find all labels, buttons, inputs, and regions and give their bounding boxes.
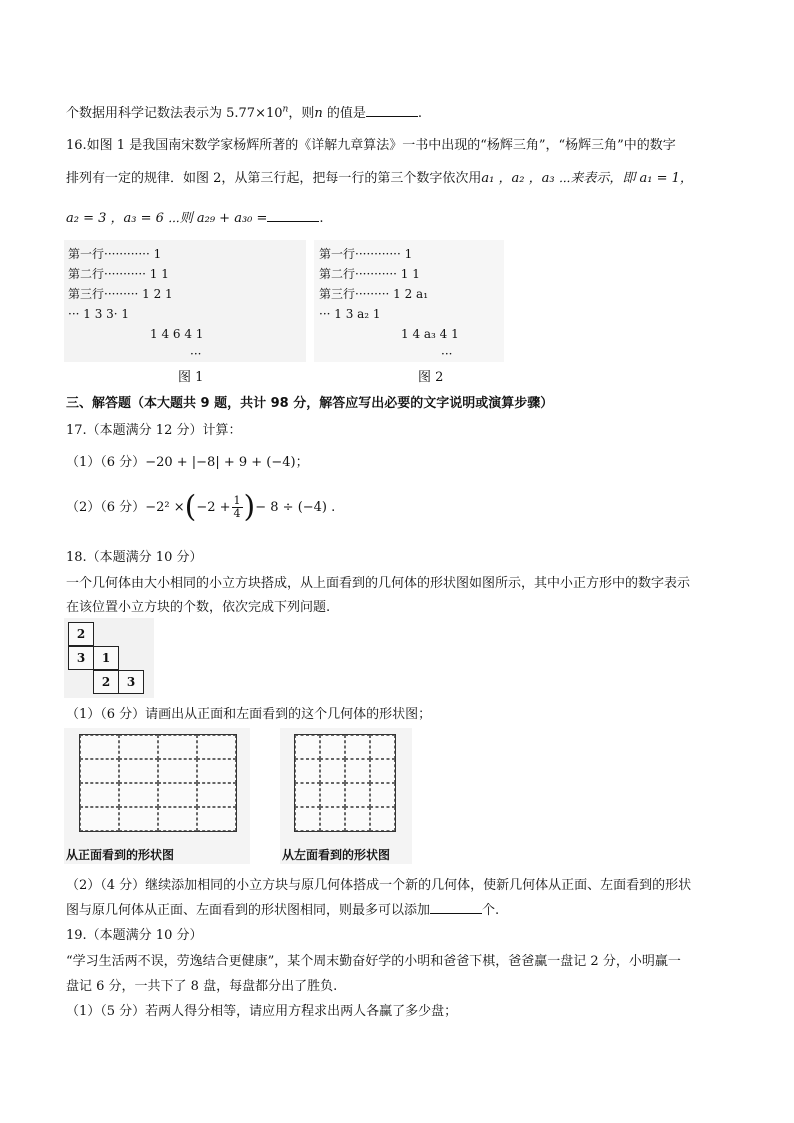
left-view-caption: 从左面看到的形状图 [282,848,391,862]
fraction-denominator: 4 [233,507,241,520]
q15-end: . [417,106,422,121]
figure-2-caption: 图 2 [418,370,444,385]
q15-mid: ，则 [288,106,315,121]
q15-var: n [314,106,323,121]
fraction-numerator: 1 [233,494,241,507]
q18-title: 18.（本题满分 10 分） [66,550,203,565]
fraction-one-quarter [232,495,243,520]
q18-part2-line2 [66,899,499,918]
q18-p2-end: 个. [482,903,500,918]
q16-line1: 16.如图 1 是我国南宋数学家杨辉所著的《详解九章算法》一书中出现的“杨辉三角”，“杨辉三角”中的数字 [66,138,676,153]
q18-part1: （1）（6 分）请画出从正面和左面看到的这个几何体的形状图； [66,707,432,722]
q17-p2-prefix: −2² × [145,500,185,515]
fig1-row-1: 第一行············ 1 [68,247,162,261]
q17-p1-expression: −20 + |−8| + 9 + (−4)； [145,455,309,470]
fig2-row-4: ··· 1 3 a₂ 1 [319,307,381,321]
q16-line3-end: . [319,211,324,226]
q18-part2-line1: （2）（4 分）继续添加相同的小立方块与原几何体搭成一个新的几何体，使新几何体从正面、左面看到的形状 [66,878,692,893]
fig2-row-5: 1 4 a₃ 4 1 [401,327,459,341]
figure-1-caption: 图 1 [178,370,204,385]
front-view-caption: 从正面看到的形状图 [66,848,175,862]
q18-line2: 在该位置小立方块的个数，依次完成下列问题. [66,600,331,615]
q18-answer-blank[interactable] [430,901,482,914]
q16-line3-text: a₂ = 3 ，a₃ = 6 ⋯则 a₂₉ + a₃₀ = [66,211,268,226]
fig2-row-6: ··· [441,347,453,361]
q17-p1-label: （1）（6 分） [66,455,146,470]
q19-title: 19.（本题满分 10 分） [66,928,203,943]
q17-p2-label: （2）（6 分） [66,500,146,515]
q15-post: 的值是 [322,106,366,121]
q16-line2-vars: a₁ ，a₂ ，a₃ ⋯来表示，即 a₁ = 1， [481,171,693,186]
section-3-heading: 三、解答题（本大题共 9 题，共计 98 分，解答应写出必要的文字说明或演算步骤） [66,396,554,411]
fig1-row-4: ··· 1 3 3· 1 [68,307,130,321]
q16-line2 [66,167,693,186]
q16-answer-blank[interactable] [267,209,319,222]
top-view-cell: 3 [68,646,94,670]
q18-line1: 一个几何体由大小相同的小立方块搭成，从上面看到的几何体的形状图如图所示，其中小正方形中的数字表示 [66,576,691,591]
left-view-grid[interactable] [294,734,396,832]
top-view-cell: 3 [118,670,144,694]
q15-answer-blank[interactable] [366,104,418,117]
front-view-grid[interactable] [79,734,237,832]
q16-line3 [66,207,324,226]
fig1-row-6: ··· [190,347,202,361]
top-view-cell: 1 [93,646,119,670]
q17-p2-inner: −2 + [196,500,231,515]
fig2-row-3: 第三行········· 1 2 a₁ [319,287,429,301]
q15-text: 个数据用科学记数法表示为 5.77×10 [66,106,283,121]
q16-line2-text: 排列有一定的规律．如图 2，从第三行起，把每一行的第三个数字依次用 [66,171,482,186]
top-view-cell: 2 [68,622,94,646]
top-view-cell: 2 [93,670,119,694]
fig1-row-2: 第二行··········· 1 1 [68,267,169,281]
right-paren: ) [243,489,256,525]
fig2-row-2: 第二行··········· 1 1 [319,267,420,281]
q19-part1: （1）（5 分）若两人得分相等，请应用方程求出两人各赢了多少盘； [66,1004,458,1019]
fig2-row-1: 第一行············ 1 [319,247,413,261]
q15-tail-line [66,102,422,121]
q19-line2: 盘记 6 分，一共下了 8 盘，每盘都分出了胜负. [66,979,338,994]
q19-line1: “学习生活两不误，劳逸结合更健康”，某个周末勤奋好学的小明和爸爸下棋，爸爸赢一盘记 2 分，小明赢一 [66,954,681,969]
q17-part1 [66,451,309,470]
q17-title: 17.（本题满分 12 分）计算： [66,423,242,438]
q18-p2-text: 图与原几何体从正面、左面看到的形状图相同，则最多可以添加 [66,903,431,918]
q17-p2-suffix: − 8 ÷ (−4) . [255,500,336,515]
fig1-row-3: 第三行········· 1 2 1 [68,287,173,301]
q17-part2 [66,490,335,526]
fig1-row-5: 1 4 6 4 1 [150,327,204,341]
left-paren: ( [184,489,197,525]
q15-exponent: n [282,104,289,115]
